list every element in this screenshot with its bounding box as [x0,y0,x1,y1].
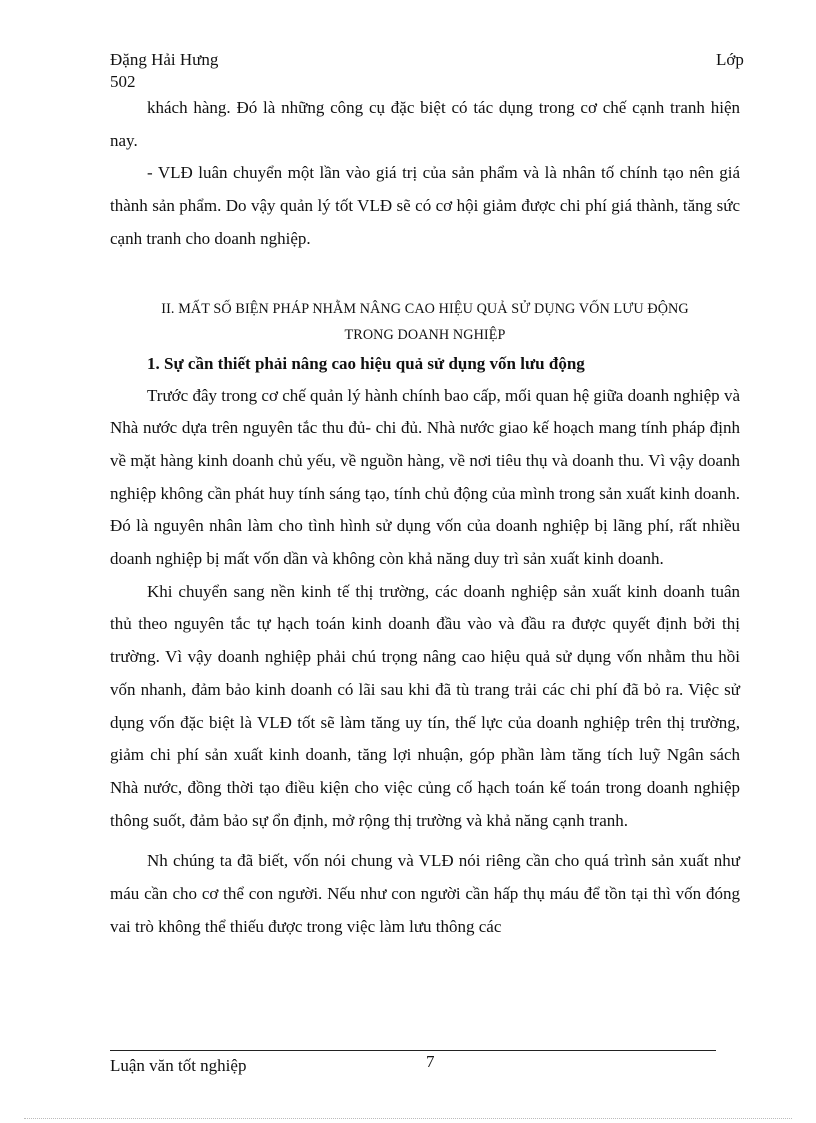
document-body [110,92,740,943]
footer-thesis-label: Luận văn tốt nghiệp [110,1056,247,1075]
spacer [110,256,740,296]
header-class-label: Lớp [716,50,744,69]
subheading: 1. Sự cần thiết phải nâng cao hiệu quả sử dụng vốn lưu động [147,353,585,373]
header-class-number: 502 [110,72,136,91]
page-number: 7 [426,1052,435,1071]
paragraph: Nh chúng ta đã biết, vốn nói chung và VLĐ nói riêng cần cho quá trình sản xuất như máu cần cho cơ thể con người. Nếu như con người cần hấp thụ máu để tồn tại thì vốn đóng vai trò không thể thiếu được trong việc làm lưu thông các [110,851,740,936]
section-heading: II. MẤT SỐ BIỆN PHÁP NHẰM NÂNG CAO HIỆU QUẢ SỬ DỤNG VỐN LƯU ĐỘNG [161,300,689,317]
paragraph: Trước đây trong cơ chế quản lý hành chính bao cấp, mối quan hệ giữa doanh nghiệp và Nhà nước dựa trên nguyên tắc thu đủ- chi đủ. Nhà nước giao kế hoạch mang tính pháp định về mặt hàng kinh doanh chủ yếu, về nguồn hàng, về nơi tiêu thụ và doanh thu. Vì vậy doanh nghiệp không cần phát huy tính sáng tạo, tính chủ động của mình trong sản xuất kinh doanh. Đó là nguyên nhân làm cho tình hình sử dụng vốn của doanh nghiệp bị lãng phí, rất nhiều doanh nghiệp bị mất vốn dần và không còn khả năng duy trì sản xuất kinh doanh. [110,385,740,569]
footer-rule [110,1050,716,1051]
header-author: Đặng Hải Hưng [110,50,219,69]
paragraph: Khi chuyển sang nền kinh tế thị trường, các doanh nghiệp sản xuất kinh doanh tuân thủ theo nguyên tắc tự hạch toán kinh doanh đầu vào và đầu ra được quyết định bởi thị trường. Vì vậy doanh nghiệp phải chú trọng nâng cao hiệu quả sử dụng vốn nhằm thu hồi vốn nhanh, đảm bảo kinh doanh có lãi sau khi đã tù trang trải các chi phí đã bỏ ra. Việc sử dụng vốn đặc biệt là VLĐ tốt sẽ làm tăng uy tín, thế lực của doanh nghiệp trên thị trường, giảm chi phí sản xuất kinh doanh, tăng lợi nhuận, góp phần làm tăng tích luỹ Ngân sách Nhà nước, đồng thời tạo điều kiện cho việc củng cố hạch toán kế toán trong doanh nghiệp thông suốt, đảm bảo sự ổn định, mở rộng thị trường và khả năng cạnh tranh. [110,581,740,830]
paragraph: - VLĐ luân chuyển một lần vào giá trị của sản phẩm và là nhân tố chính tạo nên giá thành sản phẩm. Do vậy quản lý tốt VLĐ sẽ có cơ hội giảm được chi phí giá thành, tăng sức cạnh tranh cho doanh nghiệp. [110,163,740,248]
spacer [110,837,740,845]
section-heading-cont: TRONG DOANH NGHIỆP [344,326,506,343]
page-edge-divider [24,1118,792,1119]
paragraph: khách hàng. Đó là những công cụ đặc biệt có tác dụng trong cơ chế cạnh tranh hiện nay. [110,98,740,150]
